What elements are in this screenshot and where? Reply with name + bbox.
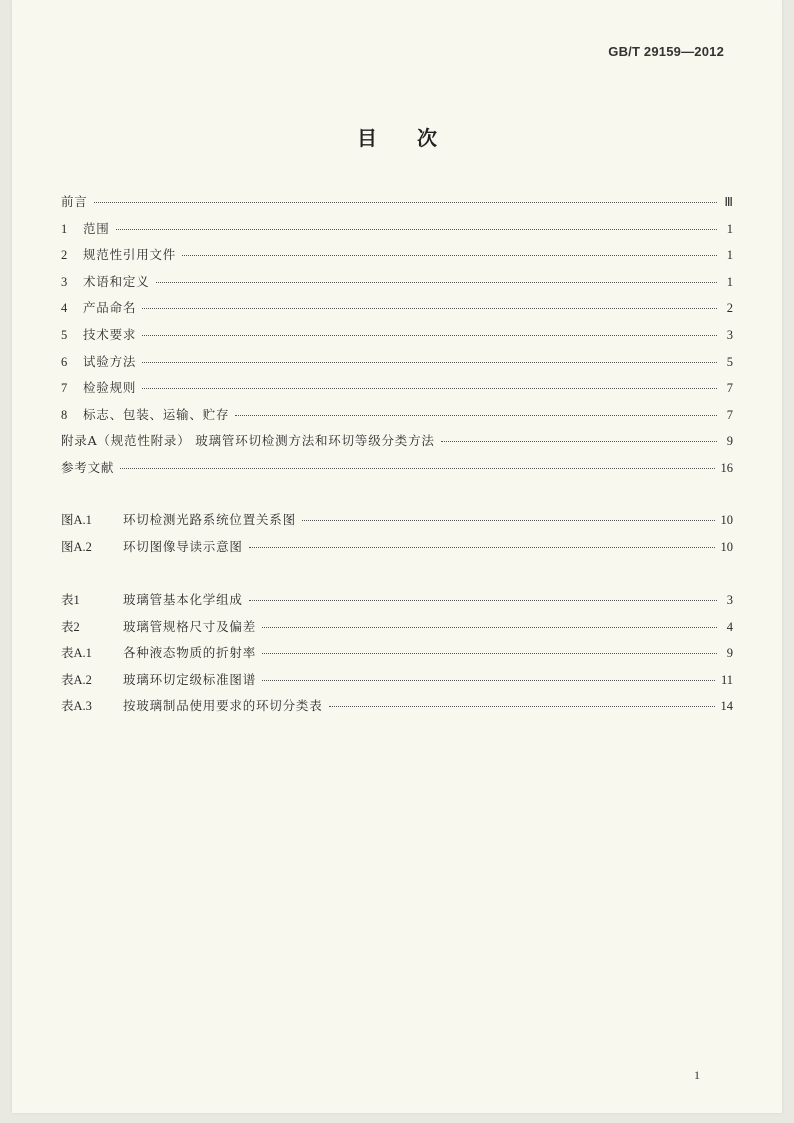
toc-leader-dots	[142, 362, 717, 363]
toc-leader-dots	[94, 202, 717, 203]
toc-entry	[61, 405, 733, 432]
toc-leader-dots	[249, 600, 717, 601]
toc-entry	[61, 192, 733, 219]
toc-entry-number: 表A.1	[61, 646, 92, 660]
toc-entry	[61, 643, 733, 670]
toc-entry-number: 图A.1	[61, 513, 92, 527]
toc-entry-page: 14	[720, 699, 733, 713]
toc-entry	[61, 696, 733, 723]
toc-entry-label: 按玻璃制品使用要求的环切分类表	[123, 698, 323, 713]
toc-entry-page: 1	[726, 221, 733, 236]
toc-entry-number: 7	[61, 381, 68, 396]
toc-entry	[61, 590, 733, 617]
toc-leader-dots	[120, 468, 714, 469]
toc-entry	[61, 325, 733, 352]
toc-entry-label: 术语和定义	[83, 273, 150, 289]
toc-entry-label: 标志、包装、运输、贮存	[83, 406, 230, 422]
toc-figures-list	[61, 510, 733, 563]
toc-leader-dots	[142, 388, 717, 389]
toc-entry-label: 参考文献	[61, 459, 115, 475]
toc-entry-page: 1	[726, 248, 733, 263]
toc-entry-number: 4	[61, 301, 68, 316]
toc-entry-number: 表1	[61, 593, 80, 607]
toc-entry-number: 图A.2	[61, 539, 92, 554]
toc-entry-page: 7	[726, 381, 733, 396]
toc-entry-label: 玻璃环切定级标准图谱	[123, 671, 257, 687]
toc-leader-dots	[262, 653, 717, 654]
toc-entry-page: 4	[726, 619, 733, 634]
toc-entry	[61, 431, 733, 458]
toc-entry-number: 6	[61, 354, 68, 369]
toc-entry-number: 表A.3	[61, 699, 92, 713]
toc-leader-dots	[249, 547, 715, 548]
toc-entry	[61, 670, 733, 697]
toc-entry-page: 9	[726, 434, 733, 449]
toc-entry-number: 3	[61, 274, 68, 289]
toc-entry-page: 3	[726, 593, 733, 607]
toc-entry-label: 规范性引用文件	[83, 247, 177, 263]
toc-entry-page: 7	[726, 407, 733, 422]
toc-leader-dots	[329, 706, 715, 707]
toc-leader-dots	[156, 282, 717, 283]
toc-leader-dots	[262, 680, 715, 681]
toc-entry-number: 8	[61, 407, 68, 422]
toc-leader-dots	[116, 229, 717, 230]
toc-entry	[61, 510, 733, 537]
toc-entry-number: 1	[61, 221, 68, 236]
toc-leader-dots	[142, 308, 717, 309]
toc-entry-label: 范围	[83, 220, 110, 236]
toc-entry-page: 11	[720, 672, 733, 687]
toc-entry-number: 表A.2	[61, 672, 92, 687]
toc-entry-label: 前言	[61, 194, 88, 209]
toc-entry	[61, 298, 733, 325]
toc-entry-page: 3	[726, 327, 733, 342]
toc-entry	[61, 352, 733, 379]
toc-entry-page: 10	[720, 513, 733, 527]
toc-leader-dots	[302, 520, 715, 521]
toc-entry-number: 表2	[61, 619, 80, 634]
toc-main-list	[61, 192, 733, 485]
toc-entry-label: 环切检测光路系统位置关系图	[123, 512, 296, 527]
toc-entry	[61, 219, 733, 246]
toc-entry	[61, 458, 733, 485]
toc-entry	[61, 272, 733, 299]
toc-leader-dots	[262, 627, 717, 628]
toc-entry-page: 9	[726, 646, 733, 660]
toc-entry-number: 2	[61, 248, 68, 263]
toc-entry-label: 环切图像导读示意图	[123, 538, 243, 554]
toc-entry	[61, 617, 733, 644]
toc-entry-label: 技术要求	[83, 326, 137, 342]
toc-entry-page: 16	[720, 460, 733, 475]
toc-entry	[61, 378, 733, 405]
toc-entry-label: 产品命名	[83, 300, 137, 316]
toc-entry	[61, 245, 733, 272]
toc-entry-label: 玻璃管基本化学组成	[123, 592, 243, 607]
toc-entry-page: 1	[726, 274, 733, 289]
document-page	[12, 0, 782, 1113]
toc-entry	[61, 537, 733, 564]
toc-entry-page: 2	[726, 301, 733, 316]
standard-code: GB/T 29159—2012	[608, 44, 724, 59]
page-number: 1	[694, 1068, 700, 1082]
toc-leader-dots	[182, 255, 717, 256]
toc-leader-dots	[235, 415, 717, 416]
toc-entry-label: 检验规则	[83, 380, 137, 396]
toc-entry-page: 10	[720, 539, 733, 554]
toc-entry-number: 5	[61, 327, 68, 342]
toc-tables-list	[61, 590, 733, 723]
page-title: 目次	[357, 126, 477, 150]
toc-entry-label: 附录A（规范性附录） 玻璃管环切检测方法和环切等级分类方法	[61, 433, 435, 449]
toc-entry-page: 5	[726, 354, 733, 369]
toc-leader-dots	[142, 335, 717, 336]
toc-entry-label: 玻璃管规格尺寸及偏差	[123, 618, 257, 634]
toc-entry-label: 各种液态物质的折射率	[123, 645, 257, 660]
toc-entry-label: 试验方法	[83, 353, 137, 369]
toc-leader-dots	[441, 441, 717, 442]
toc-entry-page: Ⅲ	[724, 195, 733, 209]
